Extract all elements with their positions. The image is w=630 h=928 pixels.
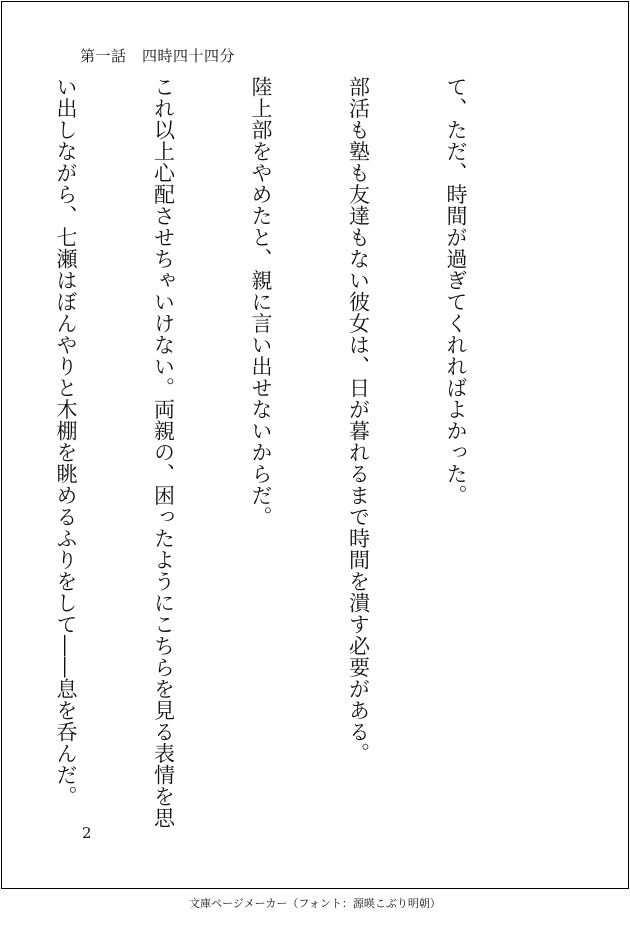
text-line: い出しながら、七瀬はぼんやりと木棚を眺めるふりをして――息を呑んだ。 bbox=[54, 76, 78, 807]
body-text bbox=[54, 76, 537, 829]
page-number: 2 bbox=[82, 824, 92, 842]
text-line: これ以上心配させちゃいけない。両親の、困ったようにこちらを見る表情を思 bbox=[151, 76, 176, 829]
text-line: 陸上部をやめたと、親に言い出せないからだ。 bbox=[249, 76, 273, 528]
footer-credit: 文庫ページメーカー（フォント：源暎こぶり明朝） bbox=[189, 897, 441, 910]
text-line: 部活も塾も友達もない彼女は、日が暮れるまで時間を潰す必要がある。 bbox=[346, 76, 371, 764]
chapter-header: 第一話 四時四十四分 bbox=[80, 47, 236, 65]
text-line: て、ただ、時間が過ぎてくれればよかった。 bbox=[444, 76, 468, 506]
